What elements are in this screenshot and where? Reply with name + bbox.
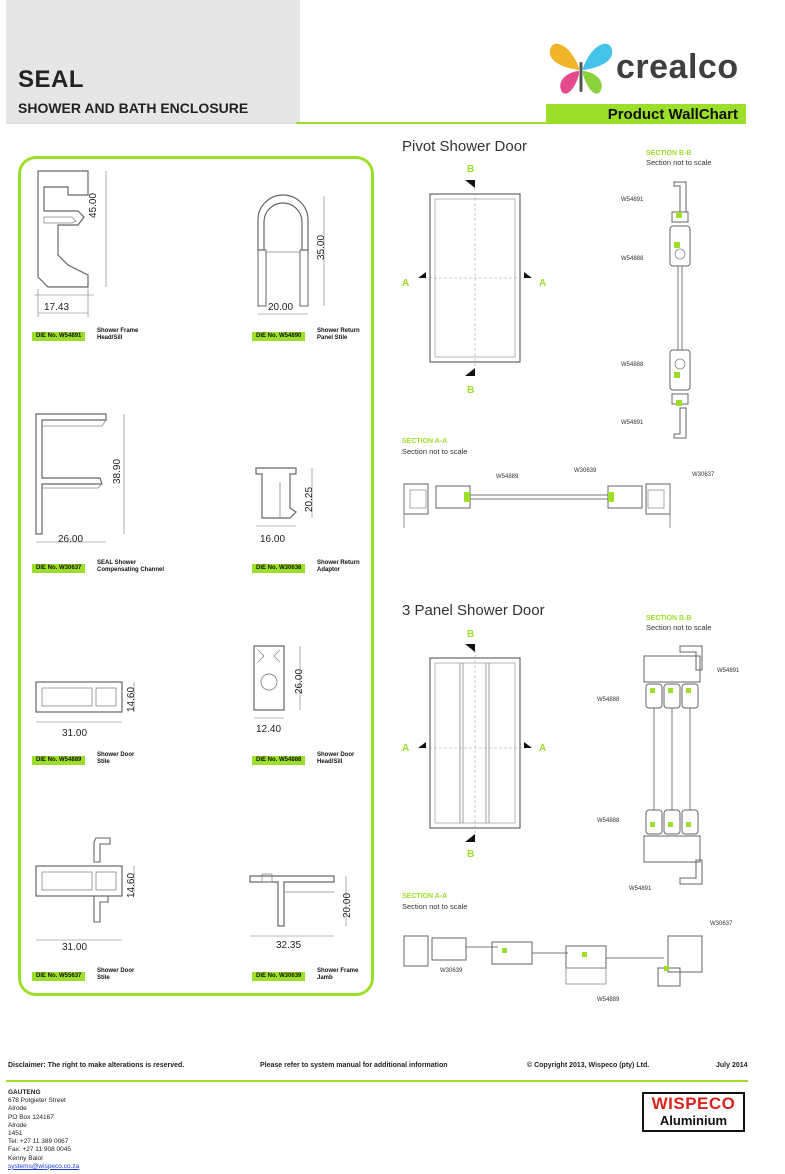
part-label: W30639 — [440, 968, 463, 974]
part-label: W54889 — [496, 474, 519, 480]
die-label — [32, 756, 85, 765]
profile-description — [97, 968, 134, 982]
die-prefix: DIE No. — [256, 565, 278, 571]
issue-date: July 2014 — [716, 1062, 748, 1069]
copyright: © Copyright 2013, Wispeco (pty) Ltd. — [527, 1062, 650, 1069]
die-prefix: DIE No. — [256, 333, 278, 339]
desc-line1: Shower Frame — [317, 968, 359, 974]
part-label: W54891 — [629, 886, 652, 892]
part-label: W54888 — [597, 818, 620, 824]
section-letter-b: B — [467, 629, 475, 640]
page-title: SEAL — [18, 66, 85, 93]
section-letter-a: A — [402, 278, 410, 289]
contact-line: Kenny Balol — [8, 1154, 43, 1162]
profile-description — [317, 328, 360, 342]
pivot-section-bb-note: Section not to scale — [646, 158, 712, 167]
part-label: W54889 — [597, 997, 620, 1003]
footer-divider — [6, 1080, 748, 1082]
die-prefix: DIE No. — [36, 333, 58, 339]
die-prefix: DIE No. — [256, 757, 278, 763]
die-number: W30639 — [279, 973, 302, 979]
three-panel-section-aa-title: SECTION A-A — [402, 893, 448, 900]
die-prefix: DIE No. — [36, 757, 58, 763]
contact-line: 1451 — [8, 1130, 23, 1138]
dim-height: 45.00 — [88, 192, 99, 218]
desc-line1: Shower Return — [317, 328, 360, 334]
die-prefix: DIE No. — [36, 565, 58, 571]
desc-line2: Stile — [97, 975, 110, 981]
die-number: W55637 — [59, 973, 82, 979]
die-prefix: DIE No. — [256, 973, 278, 979]
manual-reference: Please refer to system manual for additional information — [260, 1062, 448, 1069]
die-number: W30637 — [59, 565, 82, 571]
three-panel-section-bb-title: SECTION B-B — [646, 615, 692, 622]
contact-line: Alrode — [8, 1121, 27, 1129]
wallchart-label: Product WallChart — [607, 106, 738, 123]
three-panel-section-bb-note: Section not to scale — [646, 623, 712, 632]
part-label: W54891 — [621, 420, 644, 426]
die-prefix: DIE No. — [36, 973, 58, 979]
butterfly-logo-icon — [548, 38, 614, 98]
die-number: W30638 — [279, 565, 302, 571]
contact-line: Tel: +27 11 389 0067 — [8, 1138, 69, 1146]
contact-line: Alrode — [8, 1105, 27, 1113]
contact-region: GAUTENG — [8, 1089, 41, 1096]
dim-height: 26.00 — [294, 668, 305, 694]
contact-line: Fax: +27 11 908 0045 — [8, 1146, 71, 1154]
part-label: W54888 — [621, 256, 644, 262]
pivot-section-bb-title: SECTION B-B — [646, 150, 692, 157]
die-label — [32, 564, 85, 573]
section-letter-b: B — [467, 164, 475, 175]
die-number: W54888 — [279, 757, 302, 763]
dim-width: 17.43 — [44, 302, 70, 313]
three-panel-section-aa-note: Section not to scale — [402, 902, 468, 911]
desc-line2: Compensating Channel — [97, 567, 165, 573]
desc-line1: SEAL Shower — [97, 560, 137, 566]
dim-width: 12.40 — [256, 724, 282, 735]
dim-width: 32.35 — [276, 940, 302, 951]
wispeco-logo — [642, 1092, 745, 1132]
profile-drawing-w55637 — [30, 832, 140, 952]
three-panel-section-bb-drawing — [640, 640, 710, 890]
wispeco-tagline: Aluminium — [659, 1113, 728, 1128]
pivot-section-aa-title: SECTION A-A — [402, 438, 448, 445]
die-label — [252, 564, 305, 573]
section-letter-b: B — [467, 385, 475, 396]
profile-description — [317, 560, 360, 574]
profile-description — [317, 968, 358, 982]
page-subtitle: SHOWER AND BATH ENCLOSURE — [18, 100, 249, 116]
part-label: W54888 — [621, 362, 644, 368]
contact-block — [8, 1089, 79, 1171]
desc-line2: Adaptor — [317, 567, 340, 573]
profile-description — [97, 560, 164, 574]
die-label — [32, 332, 85, 341]
desc-line1: Shower Frame — [97, 328, 139, 334]
desc-line2: Stile — [97, 759, 110, 765]
profile-drawing-w54889 — [30, 672, 140, 732]
desc-line2: Head/Sill — [317, 759, 343, 765]
part-label: W54891 — [621, 197, 644, 203]
wallchart-badge — [546, 104, 746, 124]
three-panel-section-aa-drawing — [402, 928, 712, 998]
die-number: W54891 — [59, 333, 82, 339]
dim-height: 20.25 — [304, 486, 315, 512]
die-label — [252, 972, 305, 981]
contact-email-link[interactable]: systems@wispeco.co.za — [8, 1162, 80, 1170]
die-number: W54889 — [59, 757, 82, 763]
profile-description — [97, 328, 138, 342]
section-letter-a: A — [402, 743, 410, 754]
three-panel-title: 3 Panel Shower Door — [402, 602, 545, 619]
desc-line2: Head/Sill — [97, 335, 123, 341]
dim-height: 20.00 — [342, 892, 353, 918]
pivot-elevation — [404, 168, 554, 398]
dim-height: 14.60 — [126, 872, 137, 898]
part-label: W30639 — [574, 468, 597, 474]
part-label: W54891 — [717, 668, 740, 674]
die-label — [252, 756, 305, 765]
dim-width: 31.00 — [62, 942, 88, 953]
dim-width: 26.00 — [58, 534, 84, 545]
pivot-section-bb-drawing — [660, 178, 710, 442]
disclaimer: Disclaimer: The right to make alterations is reserved. — [8, 1062, 185, 1069]
desc-line1: Shower Door — [97, 968, 135, 974]
dim-width: 16.00 — [260, 534, 286, 545]
die-number: W54890 — [279, 333, 302, 339]
desc-line1: Shower Door — [97, 752, 135, 758]
profile-drawing-w30638 — [250, 462, 330, 542]
pivot-title: Pivot Shower Door — [402, 138, 528, 155]
part-label: W54888 — [597, 697, 620, 703]
desc-line1: Shower Door — [317, 752, 355, 758]
dim-height: 38.90 — [112, 458, 123, 484]
pivot-section-aa-note: Section not to scale — [402, 447, 468, 456]
pivot-section-aa-drawing — [402, 472, 702, 532]
dim-height: 35.00 — [316, 234, 327, 260]
profile-description — [317, 752, 354, 766]
three-panel-elevation — [404, 632, 554, 862]
dim-width: 20.00 — [268, 302, 294, 313]
profile-drawing-w54891 — [28, 165, 128, 325]
wispeco-name: WISPECO — [651, 1094, 736, 1113]
part-label: W30637 — [692, 472, 715, 478]
dim-height: 14.60 — [126, 686, 137, 712]
contact-line: 678 Potgieter Street — [8, 1097, 66, 1105]
section-letter-a: A — [539, 743, 547, 754]
die-label — [32, 972, 85, 981]
desc-line2: Panel Stile — [317, 335, 348, 341]
desc-line1: Shower Return — [317, 560, 360, 566]
profile-description — [97, 752, 134, 766]
die-label — [252, 332, 305, 341]
brand-name: crealco — [616, 48, 739, 86]
desc-line2: Jamb — [317, 975, 333, 981]
section-letter-a: A — [539, 278, 547, 289]
dim-width: 31.00 — [62, 728, 88, 739]
part-label: W30637 — [710, 921, 733, 927]
contact-line: PO Box 124167 — [8, 1113, 54, 1121]
section-letter-b: B — [467, 849, 475, 860]
